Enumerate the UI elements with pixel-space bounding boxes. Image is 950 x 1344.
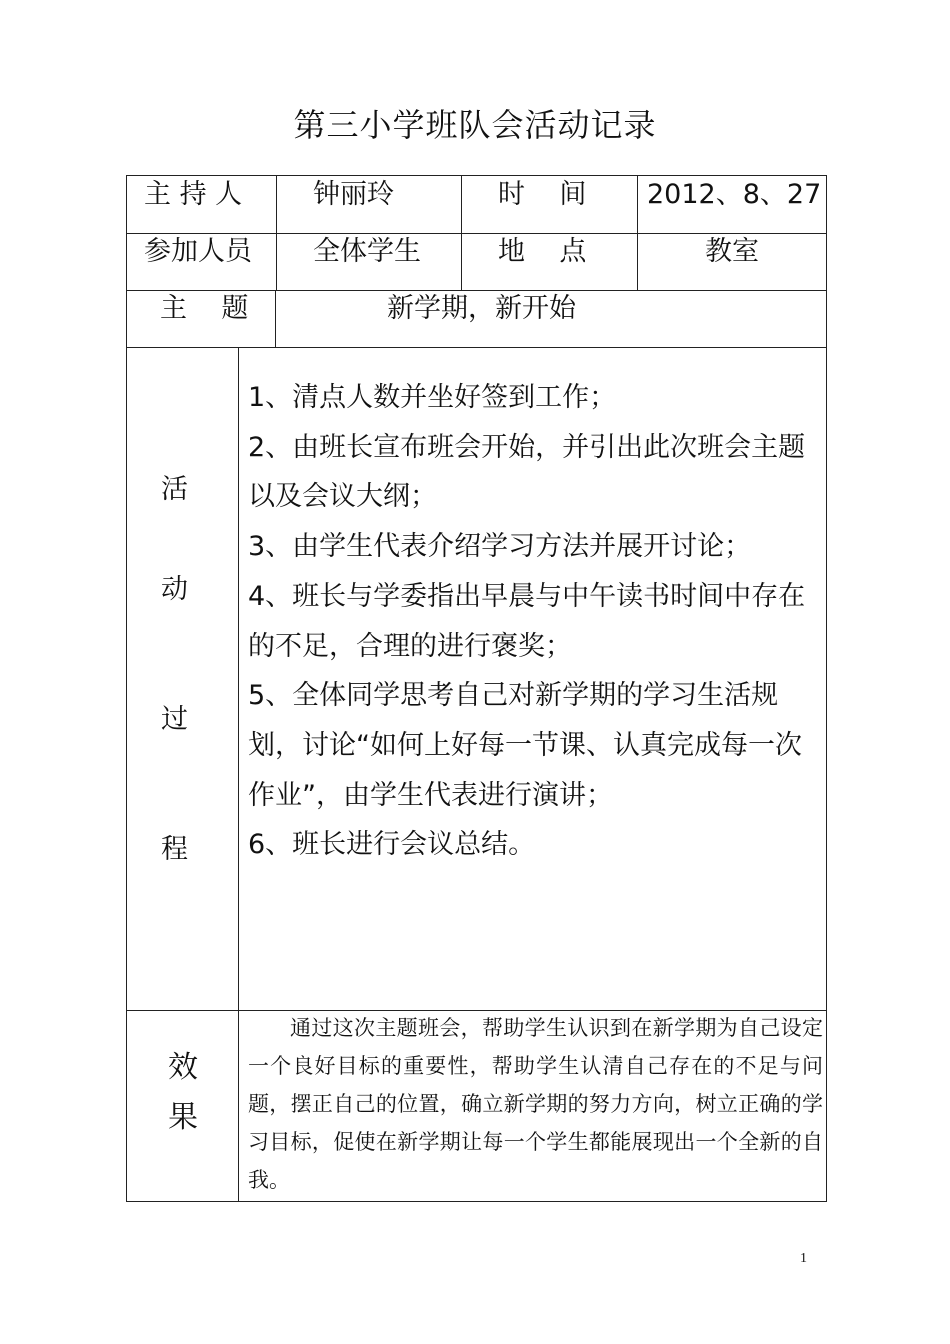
topic-value: 新学期，新开始 — [387, 293, 576, 324]
process-step: 6、班长进行会议总结。 — [248, 829, 536, 861]
process-step: 5、全体同学思考自己对新学期的学习生活规划，讨论“如何上好每一节课、认真完成每一次作业”，由学生代表进行演讲； — [248, 680, 802, 811]
topic-label: 主 题 — [160, 293, 249, 324]
process-step: 4、班长与学委指出早晨与中午读书时间中存在的不足，合理的进行褒奖； — [248, 580, 806, 662]
col-divider-topic — [275, 290, 276, 347]
row-divider-2 — [127, 290, 826, 291]
host-label: 主 持 人 — [144, 179, 243, 210]
process-label-char-3: 过 — [161, 704, 188, 735]
participants-label: 参加人员 — [144, 236, 252, 267]
process-label-char-2: 动 — [161, 574, 188, 605]
col-divider-time-value — [637, 176, 638, 290]
process-label-char-1: 活 — [161, 474, 188, 505]
activity-record-table — [126, 175, 827, 1202]
effect-label-char-1: 效 — [168, 1050, 198, 1085]
effect-label-char-2: 果 — [168, 1100, 198, 1135]
process-label-char-4: 程 — [161, 834, 188, 865]
participants-value: 全体学生 — [313, 236, 421, 267]
process-step: 2、由班长宣布班会开始，并引出此次班会主题以及会议大纲； — [248, 431, 806, 513]
process-step: 3、由学生代表介绍学习方法并展开讨论； — [248, 531, 752, 563]
host-value: 钟丽玲 — [313, 179, 394, 210]
process-steps-list — [248, 373, 822, 870]
col-divider-host — [276, 176, 277, 290]
location-value: 教室 — [705, 236, 759, 267]
effect-paragraph: 通过这次主题班会，帮助学生认识到在新学期为自己设定一个良好目标的重要性，帮助学生认清自己存在的不足与问题，摆正自己的位置，确立新学期的努力方向，树立正确的学习目标，促使在新学期让每一个学生都能展现出一个全新的自我。 — [248, 1016, 823, 1192]
page-number: 1 — [800, 1251, 807, 1266]
time-label: 时 间 — [498, 179, 587, 210]
location-label: 地 点 — [498, 236, 587, 267]
row-divider-1 — [127, 233, 826, 234]
col-divider-label — [238, 347, 239, 1201]
col-divider-time — [461, 176, 462, 290]
document-title: 第三小学班队会活动记录 — [293, 106, 657, 144]
row-divider-3 — [127, 347, 826, 348]
process-step: 1、清点人数并坐好签到工作； — [248, 382, 617, 413]
time-value: 2012、8、27 — [647, 179, 822, 210]
